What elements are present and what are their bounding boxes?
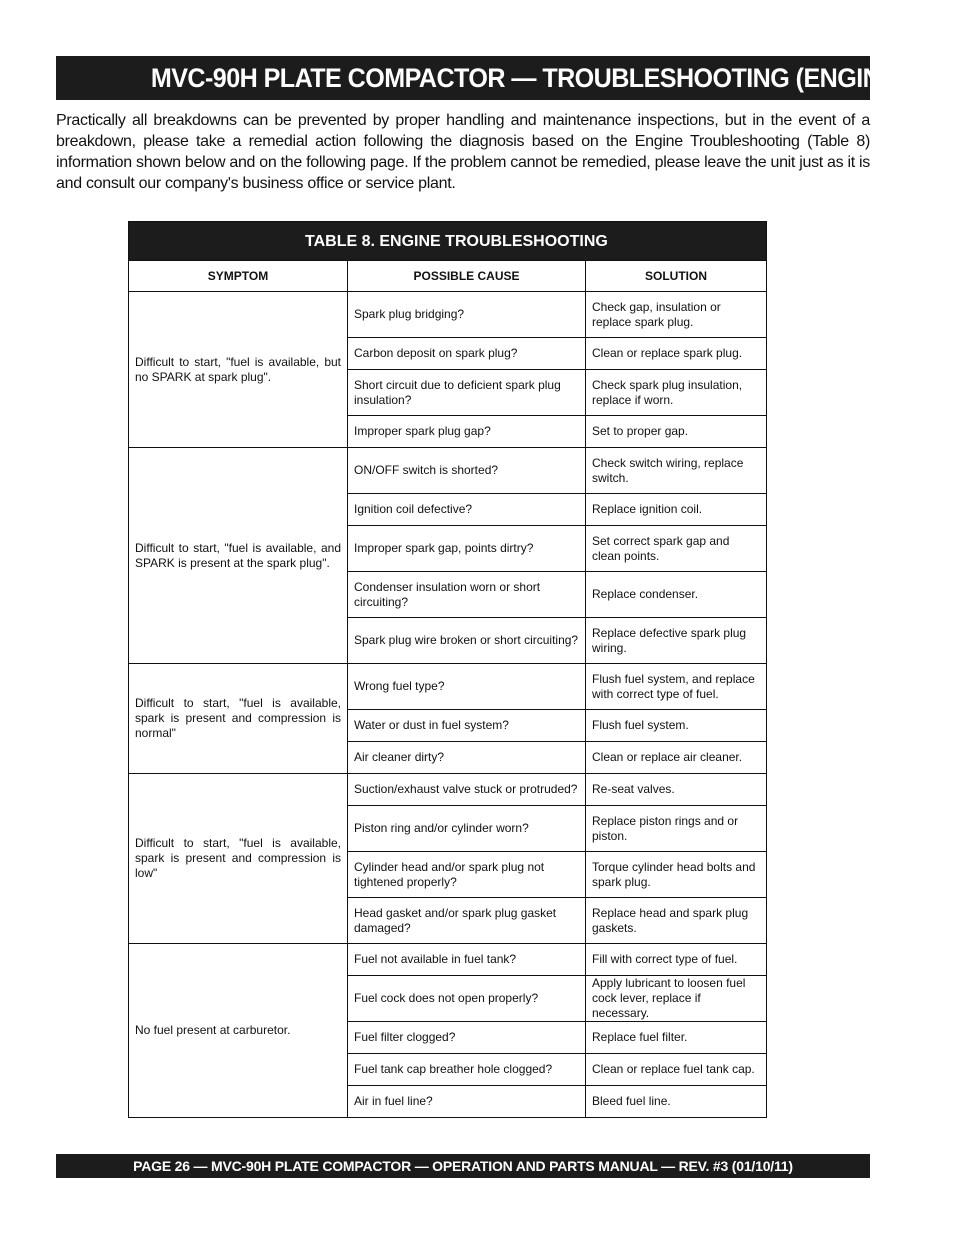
page-title: MVC-90H PLATE COMPACTOR — TROUBLESHOOTING (ENGINE) [150, 63, 905, 93]
table-row [129, 774, 767, 806]
cause-cell: Fuel tank cap breather hole clogged? [348, 1054, 586, 1086]
solution-cell: Check switch wiring, replace switch. [586, 448, 767, 494]
solution-cell: Set to proper gap. [586, 416, 767, 448]
solution-cell: Clean or replace fuel tank cap. [586, 1054, 767, 1086]
solution-cell: Replace condenser. [586, 572, 767, 618]
solution-cell: Fill with correct type of fuel. [586, 944, 767, 976]
solution-cell: Check gap, insulation or replace spark plug. [586, 292, 767, 338]
solution-cell: Flush fuel system, and replace with correct type of fuel. [586, 664, 767, 710]
cause-cell: Spark plug wire broken or short circuiting? [348, 618, 586, 664]
solution-cell: Apply lubricant to loosen fuel cock lever, replace if necessary. [586, 976, 767, 1022]
table-row [129, 292, 767, 338]
solution-cell: Clean or replace air cleaner. [586, 742, 767, 774]
cause-cell: Condenser insulation worn or short circuiting? [348, 572, 586, 618]
table-row [129, 944, 767, 976]
symptom-cell: Difficult to start, "fuel is available, spark is present and compression is low" [129, 774, 348, 944]
cause-cell: ON/OFF switch is shorted? [348, 448, 586, 494]
table-row [129, 448, 767, 494]
cause-cell: Fuel filter clogged? [348, 1022, 586, 1054]
cause-cell: Carbon deposit on spark plug? [348, 338, 586, 370]
cause-cell: Head gasket and/or spark plug gasket damaged? [348, 898, 586, 944]
header-solution: SOLUTION [586, 261, 767, 292]
solution-cell: Flush fuel system. [586, 710, 767, 742]
solution-cell: Check spark plug insulation, replace if worn. [586, 370, 767, 416]
cause-cell: Improper spark gap, points dirtry? [348, 526, 586, 572]
intro-paragraph: Practically all breakdowns can be prevented by proper handling and maintenance inspections, but in the event of a breakdown, please take a remedial action following the diagnosis based on the Engine Troubleshooting (Table 8) information shown below and on the following page. If the problem cannot be remedied, please leave the unit just as it is and consult our company's business office or service plant. [56, 112, 870, 192]
cause-cell: Ignition coil defective? [348, 494, 586, 526]
cause-cell: Suction/exhaust valve stuck or protruded? [348, 774, 586, 806]
cause-cell: Wrong fuel type? [348, 664, 586, 710]
solution-cell: Replace piston rings and or piston. [586, 806, 767, 852]
header-possible-cause: POSSIBLE CAUSE [348, 261, 586, 292]
solution-cell: Re-seat valves. [586, 774, 767, 806]
cause-cell: Air in fuel line? [348, 1086, 586, 1118]
solution-cell: Replace ignition coil. [586, 494, 767, 526]
cause-cell: Fuel cock does not open properly? [348, 976, 586, 1022]
symptom-cell: Difficult to start, "fuel is available, but no SPARK at spark plug". [129, 292, 348, 448]
cause-cell: Fuel not available in fuel tank? [348, 944, 586, 976]
cause-cell: Cylinder head and/or spark plug not tightened properly? [348, 852, 586, 898]
table-row [129, 664, 767, 710]
title-bar [56, 56, 905, 100]
symptom-cell: Difficult to start, "fuel is available, and SPARK is present at the spark plug". [129, 448, 348, 664]
cause-cell: Water or dust in fuel system? [348, 710, 586, 742]
solution-cell: Torque cylinder head bolts and spark plug. [586, 852, 767, 898]
symptom-cell: Difficult to start, "fuel is available, spark is present and compression is normal" [129, 664, 348, 774]
cause-cell: Spark plug bridging? [348, 292, 586, 338]
solution-cell: Replace defective spark plug wiring. [586, 618, 767, 664]
header-symptom: SYMPTOM [129, 261, 348, 292]
solution-cell: Bleed fuel line. [586, 1086, 767, 1118]
solution-cell: Replace head and spark plug gaskets. [586, 898, 767, 944]
symptom-cell: No fuel present at carburetor. [129, 944, 348, 1118]
cause-cell: Air cleaner dirty? [348, 742, 586, 774]
cause-cell: Piston ring and/or cylinder worn? [348, 806, 586, 852]
solution-cell: Replace fuel filter. [586, 1022, 767, 1054]
cause-cell: Improper spark plug gap? [348, 416, 586, 448]
cause-cell: Short circuit due to deficient spark plug insulation? [348, 370, 586, 416]
table-caption: TABLE 8. ENGINE TROUBLESHOOTING [129, 222, 767, 261]
solution-cell: Clean or replace spark plug. [586, 338, 767, 370]
page-footer: PAGE 26 — MVC-90H PLATE COMPACTOR — OPERATION AND PARTS MANUAL — REV. #3 (01/10/11) [56, 1154, 870, 1178]
solution-cell: Set correct spark gap and clean points. [586, 526, 767, 572]
troubleshooting-table [128, 221, 767, 1118]
